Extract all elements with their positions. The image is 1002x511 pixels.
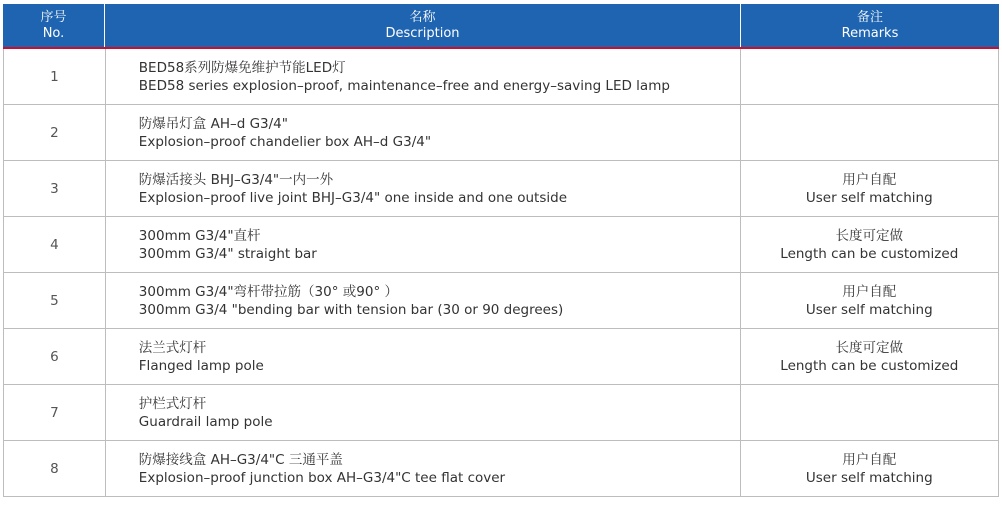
parts-table <box>3 4 999 497</box>
row-remark <box>741 329 998 384</box>
row-number: 1 <box>4 49 106 104</box>
row-number: 2 <box>4 105 106 160</box>
row-remark <box>741 385 998 440</box>
table-row <box>4 385 998 441</box>
row-description <box>106 161 741 216</box>
header-name-zh: 名称 <box>409 9 436 25</box>
description-en: 300mm G3/4 "bending bar with tension bar (30 or 90 degrees) <box>138 301 564 318</box>
remark-en: Length can be customized <box>780 357 959 374</box>
header-description <box>105 4 741 47</box>
table-row <box>4 161 998 217</box>
remark-en: Length can be customized <box>780 245 959 262</box>
remark-zh: 长度可定做 <box>835 339 904 356</box>
row-description <box>106 49 741 104</box>
description-en: Guardrail lamp pole <box>138 413 273 430</box>
row-remark <box>741 161 998 216</box>
row-remark <box>741 217 998 272</box>
remark-zh: 用户自配 <box>842 283 897 300</box>
header-remarks <box>741 4 999 47</box>
row-number: 6 <box>4 329 106 384</box>
table-body <box>3 49 999 497</box>
description-zh: 防爆吊灯盒 AH–d G3/4" <box>138 115 288 132</box>
description-en: BED58 series explosion–proof, maintenance–free and energy–saving LED lamp <box>138 77 670 94</box>
row-remark <box>741 273 998 328</box>
row-number: 5 <box>4 273 106 328</box>
row-remark <box>741 441 998 496</box>
row-description <box>106 217 741 272</box>
header-no-en: No. <box>42 25 65 41</box>
description-en: Explosion–proof live joint BHJ–G3/4" one inside and one outside <box>138 189 567 206</box>
row-description <box>106 273 741 328</box>
table-row <box>4 105 998 161</box>
header-remarks-en: Remarks <box>841 25 899 41</box>
row-description <box>106 385 741 440</box>
row-number: 4 <box>4 217 106 272</box>
row-remark <box>741 49 998 104</box>
remark-en: User self matching <box>805 189 933 206</box>
row-description <box>106 105 741 160</box>
description-zh: 护栏式灯杆 <box>138 395 207 412</box>
description-en: Flanged lamp pole <box>138 357 264 374</box>
remark-zh: 用户自配 <box>842 171 897 188</box>
description-en: Explosion–proof junction box AH–G3/4"C tee flat cover <box>138 469 506 486</box>
row-number: 8 <box>4 441 106 496</box>
table-header <box>3 4 999 49</box>
remark-zh: 用户自配 <box>842 451 897 468</box>
table-row <box>4 273 998 329</box>
remark-en: User self matching <box>805 301 933 318</box>
row-description <box>106 329 741 384</box>
description-zh: BED58系列防爆免维护节能LED灯 <box>138 59 346 76</box>
row-description <box>106 441 741 496</box>
description-zh: 法兰式灯杆 <box>138 339 207 356</box>
table-row <box>4 217 998 273</box>
table-row <box>4 49 998 105</box>
row-remark <box>741 105 998 160</box>
description-zh: 防爆接线盒 AH–G3/4"C 三通平盖 <box>138 451 343 468</box>
description-en: Explosion–proof chandelier box AH–d G3/4" <box>138 133 432 150</box>
header-remarks-zh: 备注 <box>856 9 883 25</box>
row-number: 7 <box>4 385 106 440</box>
remark-zh: 长度可定做 <box>835 227 904 244</box>
table-row <box>4 441 998 497</box>
description-zh: 防爆活接头 BHJ–G3/4"一内一外 <box>138 171 334 188</box>
header-name-en: Description <box>385 25 460 41</box>
header-no-zh: 序号 <box>40 9 67 25</box>
description-en: 300mm G3/4" straight bar <box>138 245 317 262</box>
row-number: 3 <box>4 161 106 216</box>
description-zh: 300mm G3/4"弯杆带拉筋（30° 或90° ） <box>138 283 398 300</box>
table-row <box>4 329 998 385</box>
description-zh: 300mm G3/4"直杆 <box>138 227 261 244</box>
remark-en: User self matching <box>805 469 933 486</box>
header-no <box>3 4 105 47</box>
